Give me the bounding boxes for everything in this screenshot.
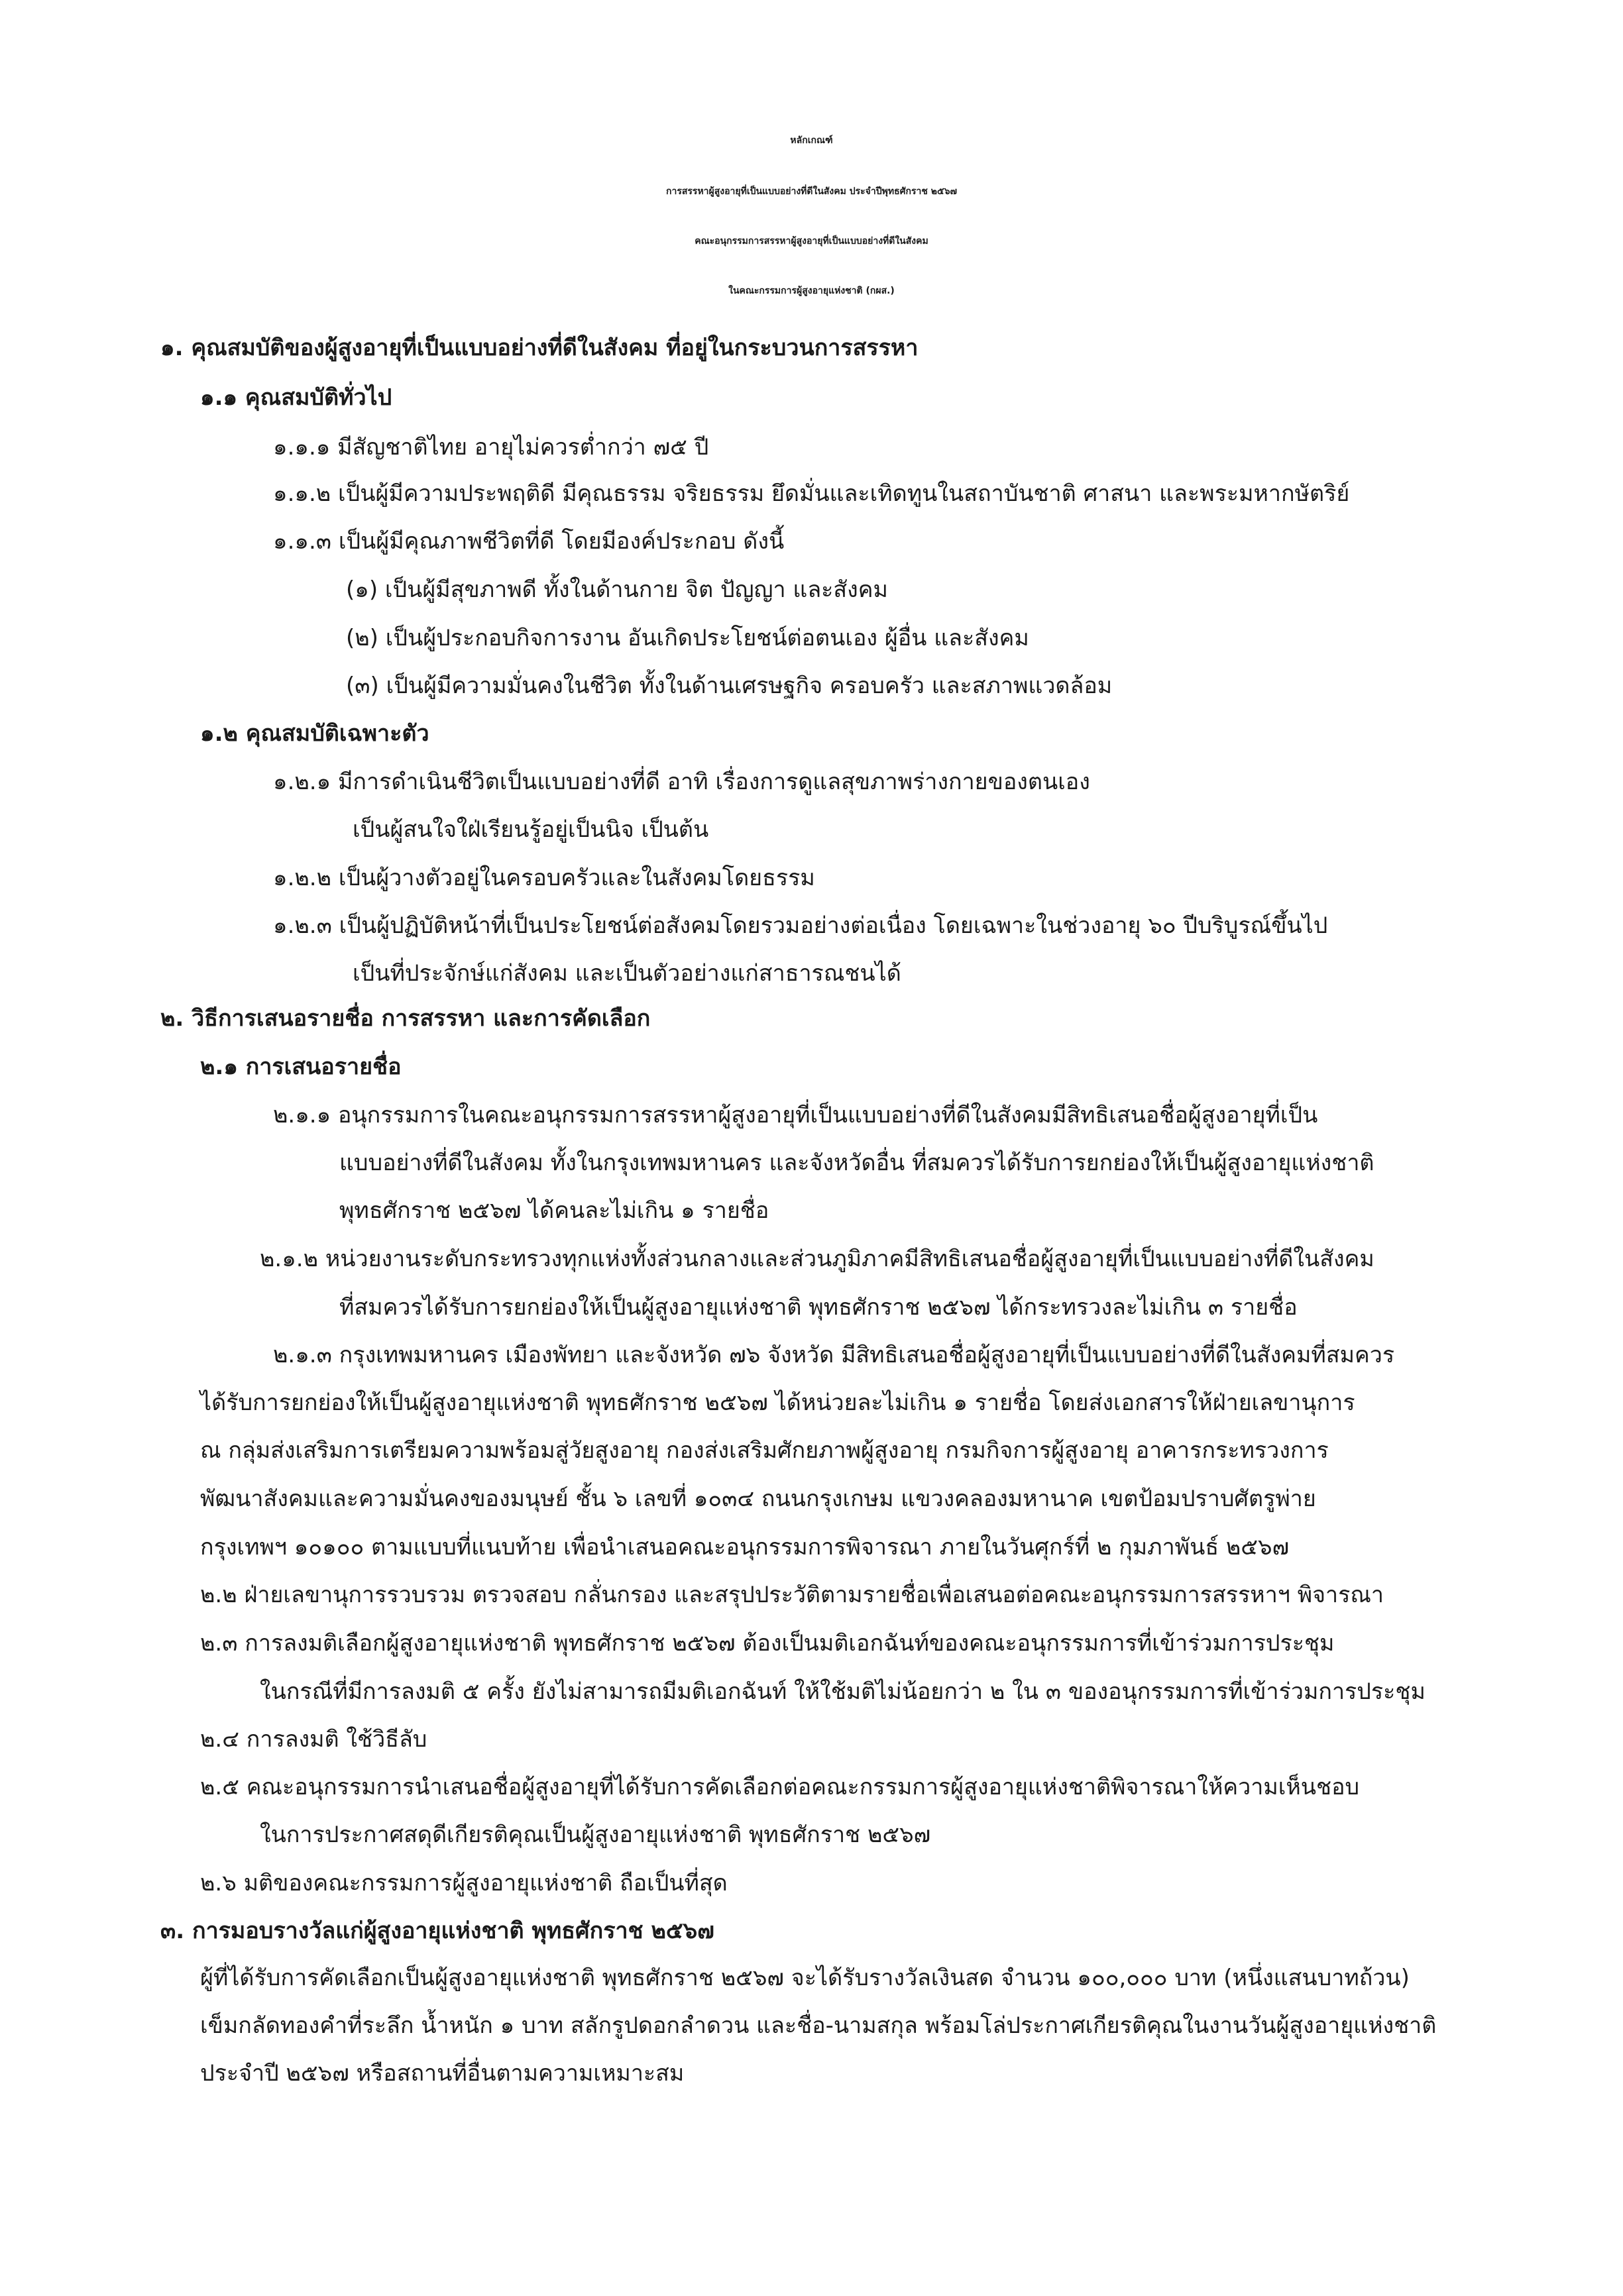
section-1-heading: ๑. คุณสมบัติของผู้สูงอายุที่เป็นแบบอย่างที่ดีในสังคม ที่อยู่ในกระบวนการสรรหา [160,335,919,361]
section-3-paragraph-line-2: เข็มกลัดทองคำที่ระลึก น้ำหนัก ๑ บาท สลักรูปดอกลำดวน และชื่อ-นามสกุล พร้อมโล่ประกาศเกียรติคุณในงานวันผู้สูงอายุแห่งชาติ [200,2012,1437,2039]
section-1-1-2: ๑.๑.๒ เป็นผู้มีความประพฤติดี มีคุณธรรม จริยธรรม ยึดมั่นและเทิดทูนในสถาบันชาติ ศาสนา และพระมหากษัตริย์ [273,480,1350,507]
section-3-heading: ๓. การมอบรางวัลแก่ผู้สูงอายุแห่งชาติ พุทธศักราช ๒๕๖๗ [160,1918,714,1944]
section-1-1-3: ๑.๑.๓ เป็นผู้มีคุณภาพชีวิตที่ดี โดยมีองค์ประกอบ ดังนี้ [273,528,785,555]
section-2-1-1-line-1: ๒.๑.๑ อนุกรรมการในคณะอนุกรรมการสรรหาผู้สูงอายุที่เป็นแบบอย่างที่ดีในสังคมมีสิทธิเสนอชื่อผู้สูงอายุที่เป็น [273,1102,1318,1128]
section-2-1-2-line-2: ที่สมควรได้รับการยกย่องให้เป็นผู้สูงอายุแห่งชาติ พุทธศักราช ๒๕๖๗ ได้กระทรวงละไม่เกิน ๓ รายชื่อ [339,1294,1298,1321]
doc-subtitle-2: คณะอนุกรรมการสรรหาผู้สูงอายุที่เป็นแบบอย่างที่ดีในสังคม [695,236,928,246]
section-2-1-1-line-3: พุทธศักราช ๒๕๖๗ ได้คนละไม่เกิน ๑ รายชื่อ [339,1197,769,1224]
section-2-2: ๒.๒ ฝ่ายเลขานุการรวบรวม ตรวจสอบ กลั่นกรอง และสรุปประวัติตามรายชื่อเพื่อเสนอต่อคณะอนุกรรมการสรรหาฯ พิจารณา [200,1582,1384,1608]
section-2-3-line-1: ๒.๓ การลงมติเลือกผู้สูงอายุแห่งชาติ พุทธศักราช ๒๕๖๗ ต้องเป็นมติเอกฉันท์ของคณะอนุกรรมการที่เข้าร่วมการประชุม [200,1630,1335,1657]
section-3-paragraph-line-3: ประจำปี ๒๕๖๗ หรือสถานที่อื่นตามความเหมาะสม [200,2060,685,2087]
section-2-1-3-line-3: ณ กลุ่มส่งเสริมการเตรียมความพร้อมสู่วัยสูงอายุ กองส่งเสริมศักยภาพผู้สูงอายุ กรมกิจการผู้สูงอายุ อาคารกระทรวงการ [200,1437,1329,1464]
section-1-1-3-item-2: (๒) เป็นผู้ประกอบกิจการงาน อันเกิดประโยชน์ต่อตนเอง ผู้อื่น และสังคม [346,625,1029,651]
section-2-3-line-2: ในกรณีที่มีการลงมติ ๕ ครั้ง ยังไม่สามารถมีมติเอกฉันท์ ให้ใช้มติไม่น้อยกว่า ๒ ใน ๓ ของอนุกรรมการที่เข้าร่วมการประชุม [260,1678,1426,1705]
section-2-heading: ๒. วิธีการเสนอรายชื่อ การสรรหา และการคัดเลือก [160,1005,651,1032]
section-1-1-3-item-3: (๓) เป็นผู้มีความมั่นคงในชีวิต ทั้งในด้านเศรษฐกิจ ครอบครัว และสภาพแวดล้อม [346,673,1113,699]
section-1-2: ๑.๒ คุณสมบัติเฉพาะตัว [200,720,429,747]
section-1-1: ๑.๑ คุณสมบัติทั่วไป [200,384,392,411]
section-2-6: ๒.๖ มติของคณะกรรมการผู้สูงอายุแห่งชาติ ถือเป็นที่สุด [200,1870,728,1896]
section-1-2-1-line-2: เป็นผู้สนใจใฝ่เรียนรู้อยู่เป็นนิจ เป็นต้น [353,816,709,843]
section-1-1-3-item-1: (๑) เป็นผู้มีสุขภาพดี ทั้งในด้านกาย จิต ปัญญา และสังคม [346,576,888,603]
section-1-2-3-line-2: เป็นที่ประจักษ์แก่สังคม และเป็นตัวอย่างแก่สาธารณชนได้ [353,960,901,987]
section-2-1-2-line-1: ๒.๑.๒ หน่วยงานระดับกระทรวงทุกแห่งทั้งส่วนกลางและส่วนภูมิภาคมีสิทธิเสนอชื่อผู้สูงอายุที่เป็นแบบอย่างที่ดีในสังคม [260,1246,1374,1272]
section-2-1-3-line-2: ได้รับการยกย่องให้เป็นผู้สูงอายุแห่งชาติ พุทธศักราช ๒๕๖๗ ได้หน่วยละไม่เกิน ๑ รายชื่อ โดยส่งเอกสารให้ฝ่ายเลขานุการ [200,1390,1355,1416]
section-1-2-2: ๑.๒.๒ เป็นผู้วางตัวอยู่ในครอบครัวและในสังคมโดยธรรม [273,865,815,891]
section-2-1-1-line-2: แบบอย่างที่ดีในสังคม ทั้งในกรุงเทพมหานคร และจังหวัดอื่น ที่สมควรได้รับการยกย่องให้เป็นผู้สูงอายุแห่งชาติ [339,1150,1374,1176]
section-3-paragraph-line-1: ผู้ที่ได้รับการคัดเลือกเป็นผู้สูงอายุแห่งชาติ พุทธศักราช ๒๕๖๗ จะได้รับรางวัลเงินสด จำนวน ๑๐๐,๐๐๐ บาท (หนึ่งแสนบาทถ้วน) [200,1965,1410,1991]
section-2-5-line-1: ๒.๕ คณะอนุกรรมการนำเสนอชื่อผู้สูงอายุที่ได้รับการคัดเลือกต่อคณะกรรมการผู้สูงอายุแห่งชาติพิจารณาให้ความเห็นชอบ [200,1774,1360,1800]
doc-subtitle-3: ในคณะกรรมการผู้สูงอายุแห่งชาติ (กผส.) [728,286,895,296]
doc-subtitle-1: การสรรหาผู้สูงอายุที่เป็นแบบอย่างที่ดีในสังคม ประจำปีพุทธศักราช ๒๕๖๗ [666,186,957,197]
section-2-1-3-line-5: กรุงเทพฯ ๑๐๑๐๐ ตามแบบที่แนบท้าย เพื่อนำเสนอคณะอนุกรรมการพิจารณา ภายในวันศุกร์ที่ ๒ กุมภาพันธ์ ๒๕๖๗ [200,1534,1290,1560]
section-2-5-line-2: ในการประกาศสดุดีเกียรติคุณเป็นผู้สูงอายุแห่งชาติ พุทธศักราช ๒๕๖๗ [260,1822,931,1848]
doc-title: หลักเกณฑ์ [790,135,833,146]
section-2-4: ๒.๔ การลงมติ ใช้วิธีลับ [200,1726,427,1753]
section-2-1-3-line-4: พัฒนาสังคมและความมั่นคงของมนุษย์ ชั้น ๖ เลขที่ ๑๐๓๔ ถนนกรุงเกษม แขวงคลองมหานาค เขตป้อมปราบศัตรูพ่าย [200,1486,1316,1512]
section-1-2-3-line-1: ๑.๒.๓ เป็นผู้ปฏิบัติหน้าที่เป็นประโยชน์ต่อสังคมโดยรวมอย่างต่อเนื่อง โดยเฉพาะในช่วงอายุ ๖๐ ปีบริบูรณ์ขึ้นไป [273,912,1328,939]
section-1-2-1-line-1: ๑.๒.๑ มีการดำเนินชีวิตเป็นแบบอย่างที่ดี อาทิ เรื่องการดูแลสุขภาพร่างกายของตนเอง [273,769,1090,795]
section-1-1-1: ๑.๑.๑ มีสัญชาติไทย อายุไม่ควรต่ำกว่า ๗๕ ปี [273,434,709,461]
section-2-1: ๒.๑ การเสนอรายชื่อ [200,1054,402,1080]
section-2-1-3-line-1: ๒.๑.๓ กรุงเทพมหานคร เมืองพัทยา และจังหวัด ๗๖ จังหวัด มีสิทธิเสนอชื่อผู้สูงอายุที่เป็นแบบอย่างที่ดีในสังคมที่สมควร [273,1342,1395,1368]
